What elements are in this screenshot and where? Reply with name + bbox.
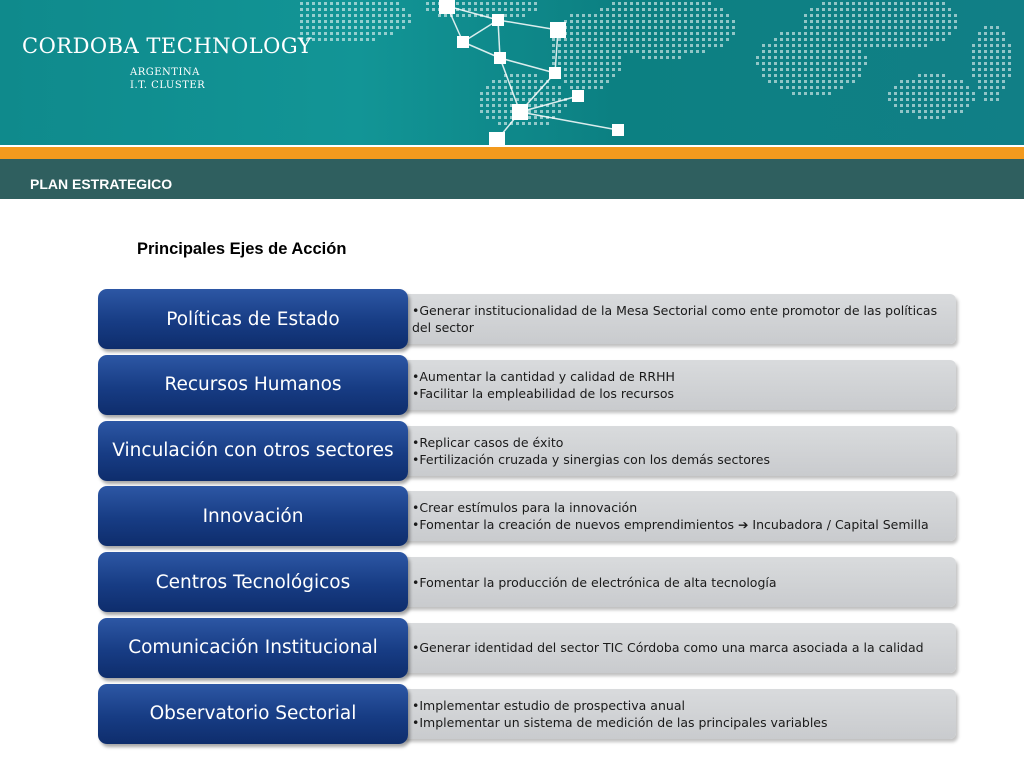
axis-label: Recursos Humanos (98, 355, 408, 415)
axis-bullet: •Aumentar la cantidad y calidad de RRHH (412, 368, 675, 384)
axis-bullet: •Replicar casos de éxito (412, 434, 564, 450)
action-axis-row (98, 421, 960, 481)
axis-bullet: •Implementar un sistema de medición de las principales variables (412, 714, 828, 730)
axis-bullet: •Fomentar la creación de nuevos emprendimientos ➔ Incubadora / Capital Semilla (412, 517, 929, 533)
axis-label: Centros Tecnológicos (98, 552, 408, 612)
axis-label: Observatorio Sectorial (98, 684, 408, 744)
axis-details (400, 360, 956, 410)
axis-bullet: •Fomentar la producción de electrónica de alta tecnología (412, 574, 777, 590)
axis-details (400, 426, 956, 476)
axis-bullet: •Facilitar la empleabilidad de los recursos (412, 385, 674, 401)
section-bar (0, 159, 1024, 199)
axis-bullet: •Implementar estudio de prospectiva anual (412, 697, 685, 713)
axis-details (400, 294, 956, 344)
logo-title: CORDOBA TECHNOLOGY (22, 34, 313, 58)
axis-label: Innovación (98, 486, 408, 546)
action-axis-row (98, 552, 960, 612)
axis-bullet: •Fertilización cruzada y sinergias con los demás sectores (412, 451, 770, 467)
axis-details (400, 623, 956, 673)
action-axis-row (98, 684, 960, 744)
action-axis-row (98, 289, 960, 349)
company-logo (22, 34, 312, 92)
axis-label: Comunicación Institucional (98, 618, 408, 678)
orange-divider (0, 147, 1024, 159)
logo-cluster: I.T. CLUSTER (130, 80, 206, 91)
axis-label: Vinculación con otros sectores (98, 421, 408, 481)
action-axis-row (98, 486, 960, 546)
axis-bullet: •Generar institucionalidad de la Mesa Sectorial como ente promotor de las políticas del sector (412, 303, 938, 335)
axis-details (400, 689, 956, 739)
axis-label: Políticas de Estado (98, 289, 408, 349)
action-axis-row (98, 618, 960, 678)
axis-details (400, 491, 956, 541)
axis-bullet: •Generar identidad del sector TIC Córdoba como una marca asociada a la calidad (412, 640, 924, 656)
action-axes-list (98, 289, 960, 750)
logo-country: ARGENTINA (130, 67, 200, 78)
action-axis-row (98, 355, 960, 415)
section-title: PLAN ESTRATEGICO (30, 176, 173, 192)
header-banner (0, 0, 1024, 145)
page-subtitle: Principales Ejes de Acción (137, 240, 347, 258)
logo-subtitle (130, 66, 312, 92)
axis-bullet: •Crear estímulos para la innovación (412, 500, 638, 516)
axis-details (400, 557, 956, 607)
